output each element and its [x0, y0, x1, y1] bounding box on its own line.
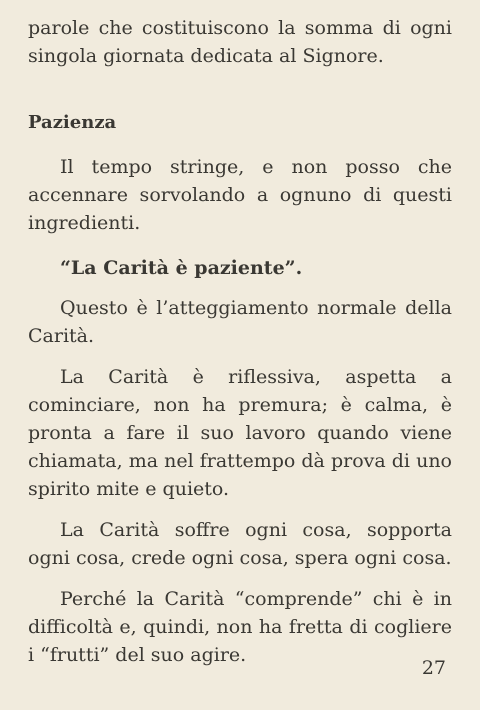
paragraph-reflective: La Carità è riflessiva, aspetta a cominciare, non ha premura; è calma, è pronta a fare il suo lavoro quando viene chiamata, ma nel frattempo dà prova di uno spirito mite e quieto. [28, 366, 452, 500]
paragraph-understands: Perché la Carità “comprende” chi è in difficoltà e, quindi, non ha fretta di cogliere i “frutti” del suo agire. [28, 588, 452, 666]
paragraph-suffers: La Carità soffre ogni cosa, sopporta ogni cosa, crede ogni cosa, spera ogni cosa. [28, 519, 452, 569]
page-number: 27 [421, 657, 446, 679]
continuation-paragraph: parole che costituiscono la somma di ogni singola giornata dedicata al Signore. [28, 17, 452, 67]
paragraph-attitude: Questo è l’atteggiamento normale della Carità. [28, 297, 452, 347]
section-heading: Pazienza [28, 112, 117, 133]
paragraph-intro: Il tempo stringe, e non posso che accennare sorvolando a ognuno di questi ingredienti. [28, 156, 452, 234]
quote-subheading: “La Carità è paziente”. [60, 257, 303, 279]
